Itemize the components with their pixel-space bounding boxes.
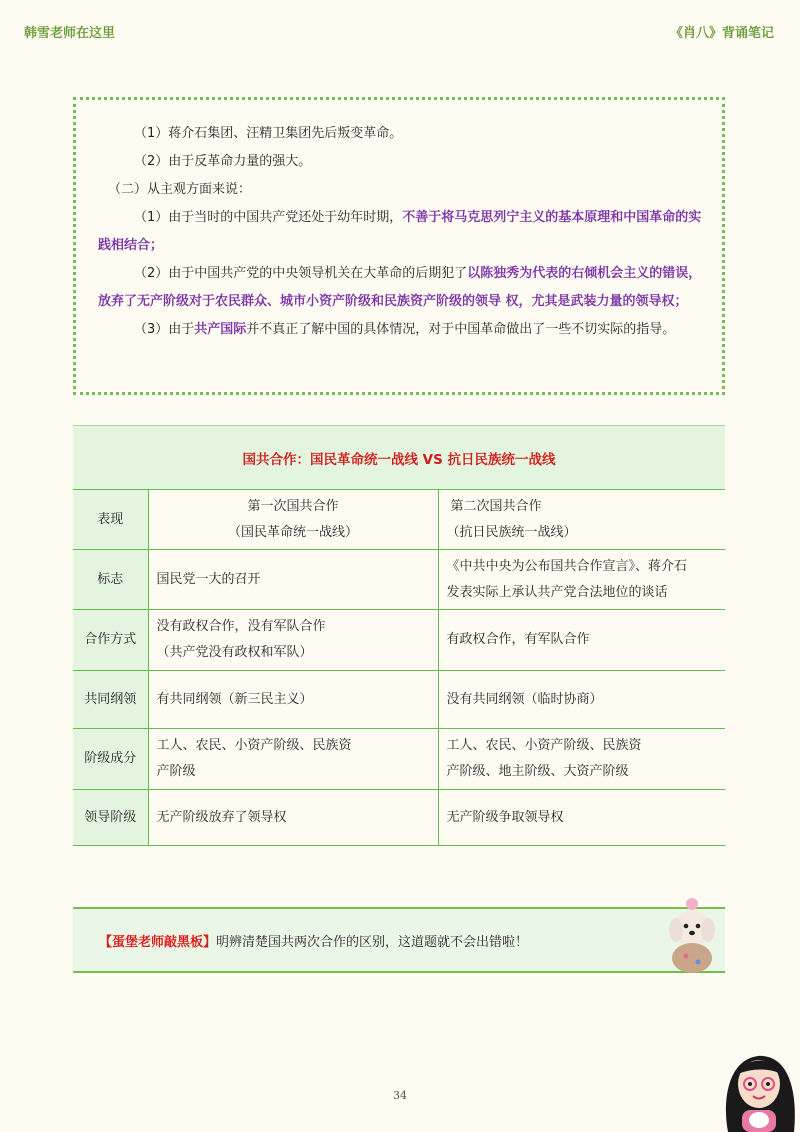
table-row xyxy=(73,610,725,671)
cell xyxy=(148,610,438,671)
highlight-text: 不善于将马克思列宁主义的基本原理和中国革命的实践相结合； xyxy=(98,210,702,253)
cell: 没有共同纲领（临时协商） xyxy=(438,671,725,729)
dog-illustration xyxy=(662,896,722,976)
table-row xyxy=(73,790,725,846)
highlight-text: 以陈独秀为代表的右倾机会主义的错误，放弃了无产阶级对于农民群众、城市小资产阶级和民族资产阶级的领导 权，尤其是武装力量的领导权； xyxy=(98,266,702,309)
cell: 有政权合作，有军队合作 xyxy=(438,610,725,671)
cell-line: 产阶级、地主阶级、大资产阶级 xyxy=(446,764,629,779)
row-label: 表现 xyxy=(73,490,148,550)
teacher-avatar xyxy=(718,1040,800,1132)
cell: 国民党一大的召开 xyxy=(148,550,438,610)
cell: 有共同纲领（新三民主义） xyxy=(148,671,438,729)
cell-line: 没有政权合作，没有军队合作 xyxy=(156,619,326,634)
cell-line: （共产党没有政权和军队） xyxy=(156,645,313,660)
cell xyxy=(438,550,725,610)
row-label: 合作方式 xyxy=(73,610,148,671)
cell-line: 第二次国共合作 xyxy=(450,498,542,514)
notes-box xyxy=(73,97,725,395)
cell-line: 产阶级 xyxy=(156,764,196,779)
cell xyxy=(438,490,725,550)
tip-label: 【蛋堡老师敲黑板】 xyxy=(99,934,217,950)
note-paragraph xyxy=(98,316,704,344)
text: （2）由于中国共产党的中央领导机关在大革命的后期犯了 xyxy=(134,266,468,281)
header-left: 韩雪老师在这里 xyxy=(24,26,116,41)
text: 并不真正了解中国的具体情况，对于中国革命做出了一些不切实际的指导。 xyxy=(246,322,676,337)
tip-box xyxy=(73,907,725,973)
text: （1）由于当时的中国共产党还处于幼年时期， xyxy=(134,210,403,225)
row-label: 共同纲领 xyxy=(73,671,148,729)
table-row xyxy=(73,729,725,790)
cell: 无产阶级放弃了领导权 xyxy=(148,790,438,846)
header-right: 《肖八》背诵笔记 xyxy=(669,26,774,41)
cell xyxy=(438,729,725,790)
tip-text: 明辨清楚国共两次合作的区别，这道题就不会出错啦！ xyxy=(216,934,529,950)
note-line: （2）由于反革命力量的强大。 xyxy=(134,154,312,169)
highlight-text: 共产国际 xyxy=(194,322,247,337)
cell-line: 工人、农民、小资产阶级、民族资 xyxy=(156,738,352,753)
note-paragraph xyxy=(98,204,704,260)
cell-line: 工人、农民、小资产阶级、民族资 xyxy=(446,738,642,753)
table-row xyxy=(73,550,725,610)
cell-line: 发表实际上承认共产党合法地位的谈话 xyxy=(446,584,668,600)
table-title: 国共合作：国民革命统一战线 VS 抗日民族统一战线 xyxy=(73,425,725,489)
note-paragraph xyxy=(98,260,704,316)
cell xyxy=(148,729,438,790)
row-label: 领导阶级 xyxy=(73,790,148,846)
cell-line: （国民革命统一战线） xyxy=(227,524,358,540)
cell-line: 《中共中央为公布国共合作宣言》、蒋介石 xyxy=(446,558,688,574)
note-line: （1）蒋介石集团、汪精卫集团先后叛变革命。 xyxy=(134,126,403,141)
cell xyxy=(148,490,438,550)
table-row xyxy=(73,671,725,729)
table-row xyxy=(73,490,725,550)
row-label: 标志 xyxy=(73,550,148,610)
cell: 无产阶级争取领导权 xyxy=(438,790,725,846)
text: （3）由于 xyxy=(134,322,195,337)
cell-line: 第一次国共合作 xyxy=(247,498,339,514)
cell-line: （抗日民族统一战线） xyxy=(446,524,577,540)
row-label: 阶级成分 xyxy=(73,729,148,790)
note-line: （二）从主观方面来说： xyxy=(108,182,252,197)
page-number: 34 xyxy=(393,1089,407,1102)
comparison-table xyxy=(73,425,725,847)
